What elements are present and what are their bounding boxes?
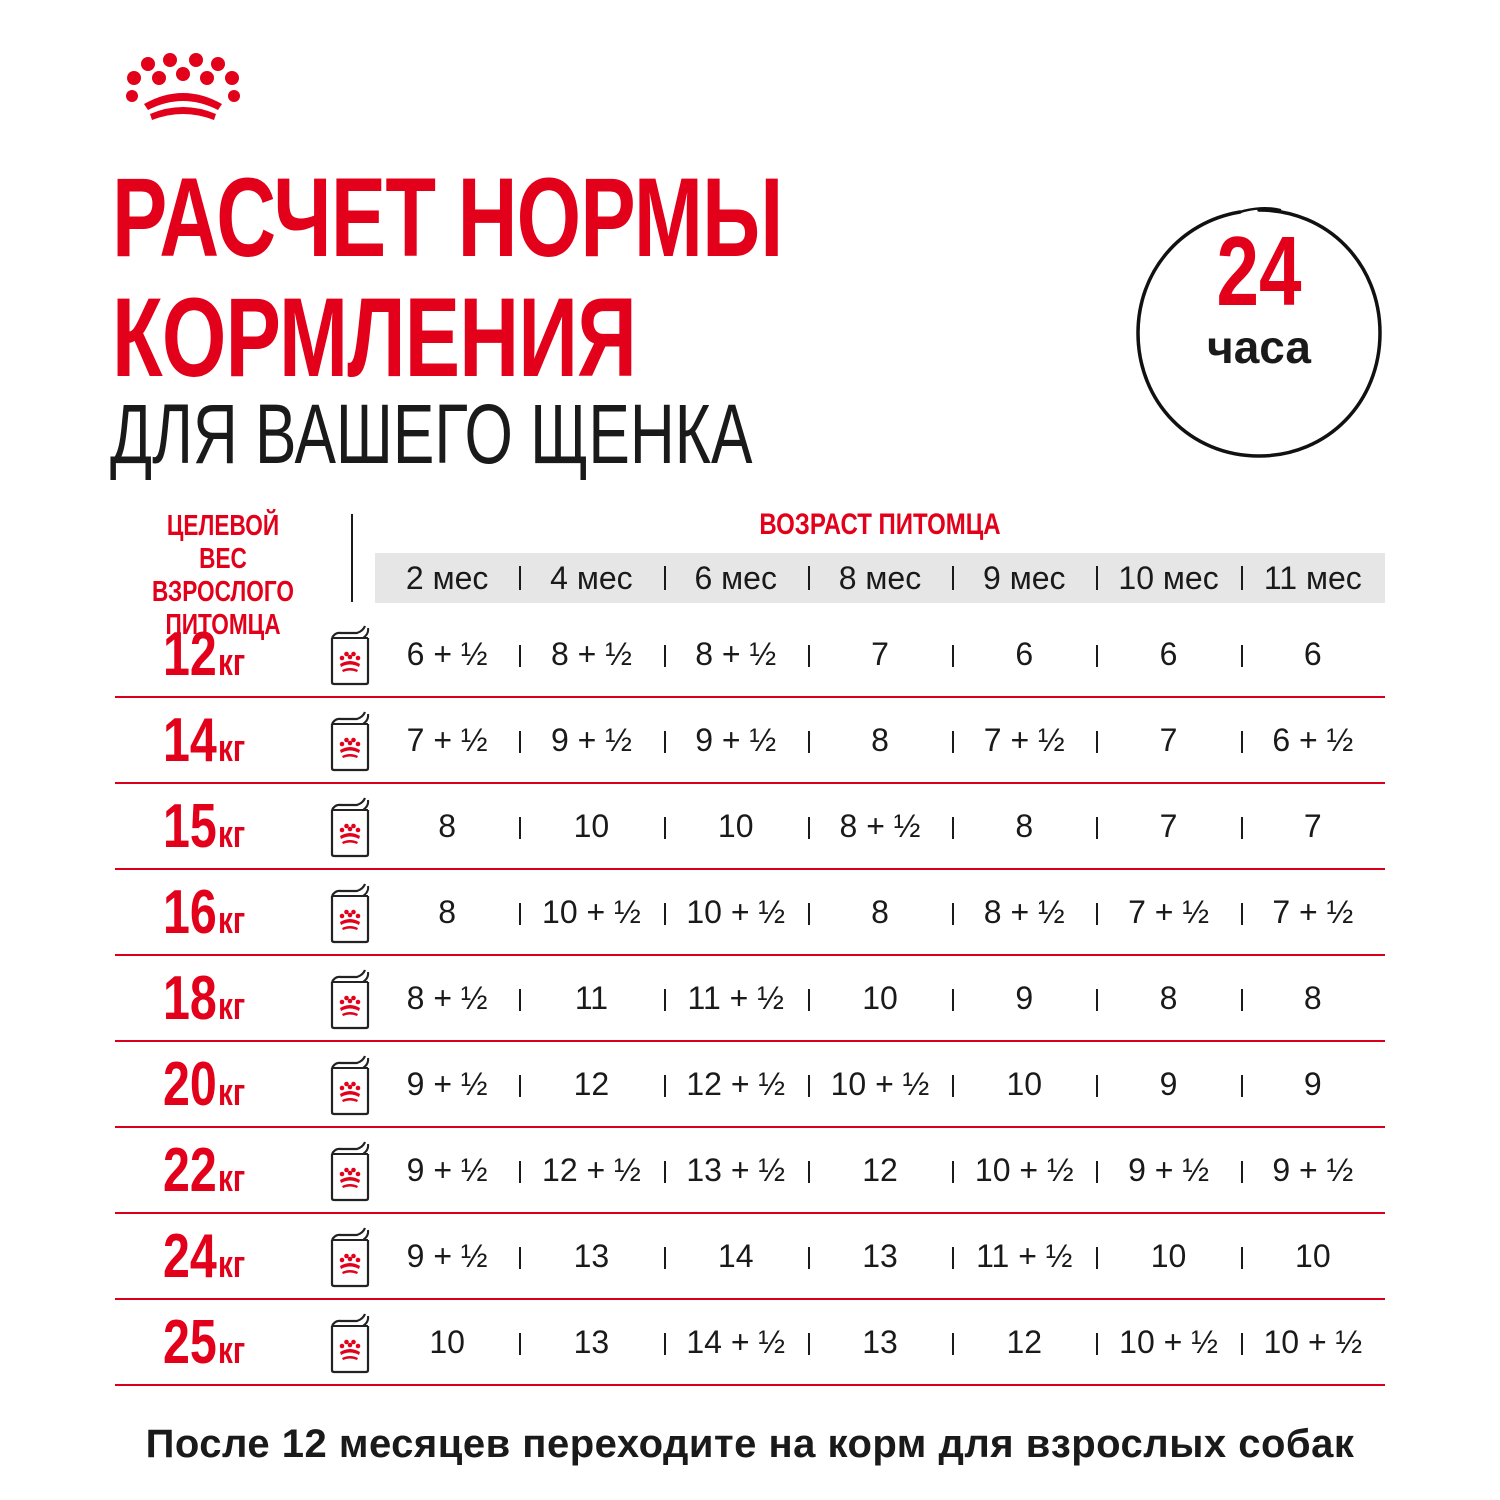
table-cell: 9 + ½ (1096, 1128, 1240, 1212)
table-cell: 10 (1096, 1214, 1240, 1298)
table-row (115, 612, 1385, 698)
feeding-table (115, 612, 1385, 1386)
table-cell: 11 (519, 956, 663, 1040)
table-row (115, 956, 1385, 1042)
row-values (375, 1214, 1385, 1298)
crown-logo (118, 52, 248, 124)
weight-unit: кг (217, 1330, 246, 1372)
weight-label (163, 1308, 323, 1377)
row-values (375, 698, 1385, 782)
table-cell: 10 (1241, 1214, 1385, 1298)
pouch-icon (327, 1312, 373, 1374)
age-header-bar (375, 553, 1385, 603)
row-values (375, 1128, 1385, 1212)
page-title-line-1: РАСЧЕТ НОРМЫ (112, 155, 783, 280)
table-row (115, 1300, 1385, 1386)
weight-value: 25 (163, 1308, 217, 1377)
age-header-cell: 6 мес (664, 553, 808, 603)
table-cell: 7 + ½ (1096, 870, 1240, 954)
table-cell: 7 + ½ (1241, 870, 1385, 954)
table-cell: 8 (438, 807, 457, 844)
table-cell: 7 + ½ (952, 698, 1096, 782)
age-header-cell: 9 мес (952, 553, 1096, 603)
pouch-icon (327, 796, 373, 858)
table-cell: 10 + ½ (808, 1042, 952, 1126)
pouch-icon (327, 882, 373, 944)
footer-note: После 12 месяцев переходите на корм для взрослых собак (145, 1422, 1355, 1466)
weight-label (163, 620, 323, 689)
table-cell: 6 (952, 612, 1096, 696)
table-cell: 13 + ½ (664, 1128, 808, 1212)
weight-unit: кг (217, 1158, 246, 1200)
table-cell: 7 (1096, 698, 1240, 782)
row-values (375, 956, 1385, 1040)
table-cell: 8 (808, 698, 952, 782)
table-cell: 9 + ½ (519, 698, 663, 782)
table-cell: 9 (1096, 1042, 1240, 1126)
table-cell: 10 + ½ (1241, 1300, 1385, 1384)
weight-label (163, 878, 323, 947)
table-cell: 6 + ½ (1241, 698, 1385, 782)
weight-label (163, 1050, 323, 1119)
table-cell: 12 (952, 1300, 1096, 1384)
table-cell: 10 + ½ (519, 870, 663, 954)
table-cell: 10 + ½ (952, 1128, 1096, 1212)
table-cell: 8 (1096, 956, 1240, 1040)
table-cell: 9 + ½ (406, 1237, 488, 1274)
weight-value: 12 (163, 620, 217, 689)
table-cell: 9 + ½ (406, 1151, 488, 1188)
table-cell: 13 (519, 1300, 663, 1384)
weight-unit: кг (217, 900, 246, 942)
weight-label (163, 1136, 323, 1205)
table-cell: 11 + ½ (664, 956, 808, 1040)
weight-header-line: ЦЕЛЕВОЙ ВЕС (166, 510, 280, 575)
age-header-cell: 4 мес (519, 553, 663, 603)
weight-label (163, 792, 323, 861)
weight-value: 16 (163, 878, 217, 947)
table-cell: 8 + ½ (519, 612, 663, 696)
table-cell: 10 + ½ (1096, 1300, 1240, 1384)
table-cell: 8 (438, 893, 457, 930)
pouch-icon (327, 710, 373, 772)
header-divider (351, 514, 353, 602)
weight-unit: кг (217, 728, 246, 770)
table-cell: 8 (1241, 956, 1385, 1040)
weight-value: 14 (163, 706, 217, 775)
table-cell: 10 (952, 1042, 1096, 1126)
pouch-icon (327, 1140, 373, 1202)
table-cell: 10 (808, 956, 952, 1040)
hours-badge-number: 24 (1216, 216, 1302, 326)
row-values (375, 1042, 1385, 1126)
table-cell: 13 (519, 1214, 663, 1298)
weight-label (163, 706, 323, 775)
weight-unit: кг (217, 1244, 246, 1286)
row-values (375, 870, 1385, 954)
table-cell: 14 (664, 1214, 808, 1298)
age-header-cell: 11 мес (1241, 553, 1385, 603)
table-cell: 12 + ½ (664, 1042, 808, 1126)
table-cell: 6 (1241, 612, 1385, 696)
table-cell: 7 (1241, 784, 1385, 868)
table-cell: 10 + ½ (664, 870, 808, 954)
table-cell: 14 + ½ (664, 1300, 808, 1384)
weight-value: 20 (163, 1050, 217, 1119)
page-title-line-2: КОРМЛЕНИЯ (112, 275, 637, 400)
table-cell: 9 + ½ (1241, 1128, 1385, 1212)
table-row (115, 870, 1385, 956)
weight-value: 18 (163, 964, 217, 1033)
row-values (375, 612, 1385, 696)
weight-value: 24 (163, 1222, 217, 1291)
weight-unit: кг (217, 814, 246, 856)
page-subtitle: ДЛЯ ВАШЕГО ЩЕНКА (110, 387, 753, 481)
pouch-icon (327, 624, 373, 686)
table-cell: 8 + ½ (952, 870, 1096, 954)
table-cell: 6 (1096, 612, 1240, 696)
table-row (115, 784, 1385, 870)
weight-value: 22 (163, 1136, 217, 1205)
table-cell: 10 (664, 784, 808, 868)
weight-header-line: ВЗРОСЛОГО (152, 576, 294, 608)
table-cell: 8 (952, 784, 1096, 868)
age-header-cell: 10 мес (1096, 553, 1240, 603)
age-header-cell: 8 мес (808, 553, 952, 603)
table-cell: 8 + ½ (406, 979, 488, 1016)
table-cell: 11 + ½ (952, 1214, 1096, 1298)
table-row (115, 698, 1385, 784)
table-cell: 12 (519, 1042, 663, 1126)
hours-badge-unit: часа (1206, 321, 1312, 373)
weight-value: 15 (163, 792, 217, 861)
row-values (375, 1300, 1385, 1384)
weight-label (163, 1222, 323, 1291)
row-values (375, 784, 1385, 868)
table-cell: 12 (808, 1128, 952, 1212)
table-cell: 6 + ½ (406, 635, 488, 672)
table-cell: 7 + ½ (406, 721, 488, 758)
weight-unit: кг (217, 986, 246, 1028)
table-cell: 13 (808, 1214, 952, 1298)
pouch-icon (327, 1054, 373, 1116)
age-column-header: ВОЗРАСТ ПИТОМЦА (759, 508, 1001, 541)
age-header-cell: 2 мес (405, 559, 489, 596)
pouch-icon (327, 1226, 373, 1288)
table-cell: 10 (519, 784, 663, 868)
table-cell: 8 + ½ (664, 612, 808, 696)
table-cell: 7 (1096, 784, 1240, 868)
table-cell: 9 + ½ (406, 1065, 488, 1102)
table-cell: 9 (952, 956, 1096, 1040)
table-cell: 8 + ½ (808, 784, 952, 868)
weight-unit: кг (217, 1072, 246, 1114)
table-row (115, 1128, 1385, 1214)
table-row (115, 1042, 1385, 1128)
weight-label (163, 964, 323, 1033)
weight-header-line: ПИТОМЦА (165, 609, 281, 641)
table-cell: 9 (1241, 1042, 1385, 1126)
table-cell: 10 (429, 1323, 465, 1360)
table-cell: 9 + ½ (664, 698, 808, 782)
table-cell: 12 + ½ (519, 1128, 663, 1212)
table-row (115, 1214, 1385, 1300)
pouch-icon (327, 968, 373, 1030)
table-cell: 13 (808, 1300, 952, 1384)
table-cell: 8 (808, 870, 952, 954)
weight-unit: кг (217, 642, 246, 684)
table-cell: 7 (808, 612, 952, 696)
